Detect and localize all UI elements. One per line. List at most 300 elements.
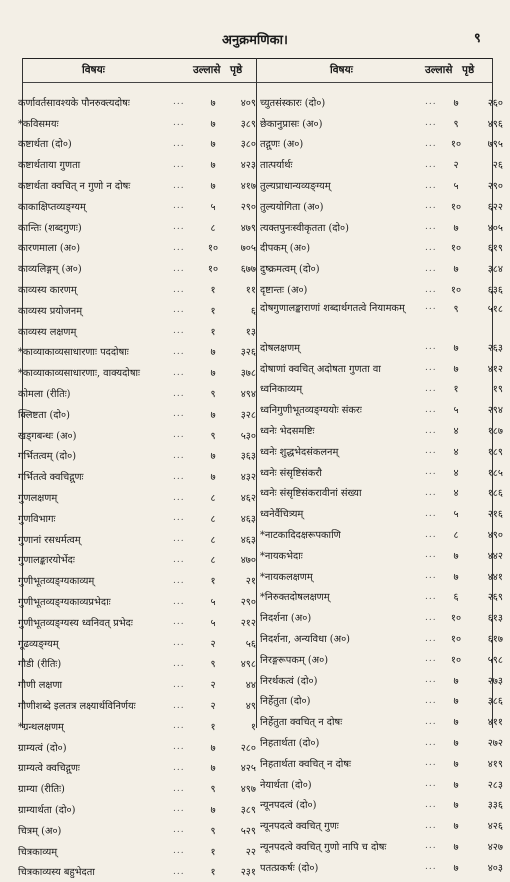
index-entry: [260, 483, 503, 504]
entry-ullasa: १०: [450, 201, 462, 213]
entry-page: २१६: [487, 509, 503, 521]
entry-leader: ...: [173, 138, 185, 149]
index-entry: [18, 425, 256, 446]
entry-page: १८७: [487, 426, 503, 438]
entry-page: ४२५: [240, 763, 256, 775]
index-entry: [260, 379, 503, 400]
entry-ullasa: ७: [453, 550, 459, 562]
entry-page: ६१३: [487, 613, 503, 625]
entry-leader: ...: [425, 159, 437, 170]
entry-ullasa: ७: [453, 97, 459, 109]
entry-subject: गुणालङ्कारयोर्भेदः: [18, 555, 75, 567]
entry-page: ४२३: [240, 160, 256, 172]
entry-subject: काकाक्षिप्तव्यङ्ग्यम्: [18, 201, 86, 213]
entry-page: ५३०: [240, 430, 256, 442]
index-entry: [260, 337, 503, 358]
entry-subject: कष्टार्थताया गुणता: [18, 160, 81, 172]
entry-page: ४९४: [240, 389, 256, 401]
entry-leader: ...: [425, 425, 437, 436]
entry-page: ४२७: [487, 841, 503, 853]
index-entry: [260, 566, 503, 587]
entry-ullasa: ९: [210, 659, 216, 671]
entry-subject: ग्राम्यार्थता (दो०): [18, 804, 76, 816]
entry-subject: निहतार्थता क्वचित् न दोषः: [260, 758, 351, 770]
entry-page: ४१९: [487, 758, 503, 770]
index-entry: [18, 570, 256, 591]
entry-leader: ...: [425, 654, 437, 665]
entry-subject: गुणीभूतव्यङ्ग्यकाव्यम्: [18, 576, 95, 588]
entry-ullasa: ५: [453, 405, 459, 417]
entry-subject: चित्रकाव्यम्: [18, 846, 58, 858]
index-entry: [260, 175, 503, 196]
entry-page: २६०: [487, 97, 503, 109]
entry-ullasa: ५: [453, 181, 459, 193]
entry-leader: ...: [173, 346, 185, 357]
entry-ullasa: ४: [453, 446, 459, 458]
index-entry: [260, 836, 503, 857]
top-rule: [22, 58, 492, 59]
entry-subject: गुणविभागः: [18, 513, 56, 525]
entry-page: ४२६: [487, 821, 503, 833]
entry-page: ४७९: [240, 222, 256, 234]
entry-ullasa: ७: [453, 779, 459, 791]
entry-page: २९०: [487, 181, 503, 193]
entry-leader: ...: [173, 367, 185, 378]
index-entry: [18, 612, 256, 633]
entry-page: ५६: [245, 638, 256, 650]
entry-page: १३: [245, 326, 256, 338]
index-entry: [18, 758, 256, 779]
entry-ullasa: ७: [453, 264, 459, 276]
entry-subject: ध्वनिकाव्यम्: [260, 384, 303, 396]
entry-page: ४६३: [240, 534, 256, 546]
entry-page: २९०: [240, 201, 256, 213]
entry-page: ४०३: [487, 862, 503, 874]
right-page-header: पृष्ठे: [462, 64, 475, 76]
entry-leader: ...: [173, 742, 185, 753]
entry-leader: ...: [425, 799, 437, 810]
index-entry: [18, 529, 256, 550]
entry-ullasa: १०: [450, 613, 462, 625]
entry-leader: ...: [425, 263, 437, 274]
entry-subject: गुणलक्षणम्: [18, 493, 58, 505]
entry-page: २६: [492, 160, 503, 172]
entry-leader: ...: [425, 737, 437, 748]
entry-ullasa: ७: [453, 821, 459, 833]
entry-page: ४९८: [240, 659, 256, 671]
entry-page: ४४१: [487, 571, 503, 583]
entry-subject: *नायकलक्षणम्: [260, 571, 313, 583]
index-entry: [18, 404, 256, 425]
entry-subject: गर्भितत्वम् (दो०): [18, 451, 77, 463]
entry-page: १८६: [487, 488, 503, 500]
entry-leader: ...: [173, 638, 185, 649]
index-entry: [260, 399, 503, 420]
entry-subject: गुणीभूतव्यङ्ग्यस्य ध्वनिवत् प्रभेदः: [18, 617, 133, 629]
index-entry: [18, 300, 256, 321]
index-entry: [260, 258, 503, 279]
entry-ullasa: १०: [450, 634, 462, 646]
entry-page: ४४: [245, 680, 256, 692]
entry-leader: ...: [173, 284, 185, 295]
entry-page: २७३: [487, 675, 503, 687]
entry-page: २३१: [240, 867, 256, 879]
index-entry: [260, 649, 503, 670]
entry-subject: ध्वनेर्वैचित्र्यम्: [260, 509, 304, 521]
entry-subject: नेयार्थता (दो०): [260, 779, 312, 791]
entry-page: ४९०: [487, 530, 503, 542]
index-entry: [18, 550, 256, 571]
entry-leader: ...: [425, 284, 437, 295]
entry-ullasa: ७: [453, 738, 459, 749]
entry-subject: निदर्शना (अ०): [260, 613, 312, 625]
entry-page: ६३६: [487, 285, 503, 297]
index-entry: [260, 711, 503, 732]
entry-ullasa: ७: [210, 409, 216, 421]
entry-ullasa: ७: [210, 160, 216, 172]
entry-ullasa: १०: [450, 243, 462, 255]
index-entry: [18, 362, 256, 383]
entry-subject: तुल्यप्राधान्यव्यङ्ग्यम्: [260, 181, 331, 193]
entry-ullasa: ७: [453, 862, 459, 874]
entry-leader: ...: [425, 841, 437, 852]
entry-leader: ...: [173, 804, 185, 815]
entry-ullasa: ४: [453, 488, 459, 500]
index-entry: [18, 238, 256, 259]
entry-page: २८३: [487, 779, 503, 791]
right-ullasa-header: उल्लासे: [425, 64, 453, 76]
entry-ullasa: ९: [210, 825, 216, 837]
index-entry: [260, 113, 503, 134]
entry-page: ४१२: [487, 363, 503, 375]
entry-ullasa: ७: [453, 222, 459, 234]
entry-subject: कोमला (रीतिः): [18, 389, 71, 401]
index-entry: [260, 753, 503, 774]
entry-leader: ...: [173, 679, 185, 690]
index-entry: [18, 154, 256, 175]
entry-leader: ...: [173, 513, 185, 524]
index-entry: [260, 238, 503, 259]
entry-page: ६१७: [487, 634, 503, 646]
entry-subject: निरङ्गरूपकम् (अ०): [260, 654, 329, 666]
entry-leader: ...: [425, 695, 437, 706]
entry-leader: ...: [173, 700, 185, 711]
index-entry: [18, 113, 256, 134]
entry-subject: निर्हेतुता (दो०): [260, 696, 311, 708]
entry-subject: तद्गुणः (अ०): [260, 139, 304, 151]
entry-ullasa: ७: [210, 97, 216, 109]
entry-page: २९०: [240, 597, 256, 609]
entry-leader: ...: [173, 409, 185, 420]
entry-page: ३२६: [240, 347, 256, 359]
entry-leader: ...: [425, 487, 437, 498]
header-rule: [22, 82, 492, 83]
entry-page: ४३२: [240, 472, 256, 484]
entry-page: ३८९: [240, 804, 256, 816]
entry-ullasa: ८: [210, 222, 216, 234]
entry-subject: कर्णावर्तसावश्यके पौनरुक्त्यदोषः: [18, 97, 130, 109]
index-entry: [260, 628, 503, 649]
entry-ullasa: ७: [210, 181, 216, 193]
entry-page: २२: [245, 846, 256, 858]
index-entry: [260, 462, 503, 483]
entry-ullasa: १०: [450, 654, 462, 666]
entry-subject: गुणीभूतव्यङ्ग्यकाव्यप्रभेदाः: [18, 597, 111, 609]
entry-ullasa: २: [453, 160, 459, 172]
entry-ullasa: २: [210, 680, 216, 692]
index-entry: [18, 820, 256, 841]
index-entry: [18, 737, 256, 758]
entry-page: ४६२: [240, 493, 256, 505]
entry-subject: गुणानां रसधर्मत्वम्: [18, 534, 81, 546]
entry-page: ५१८: [487, 303, 503, 315]
entry-page: २१: [245, 576, 256, 588]
index-entry: [18, 217, 256, 238]
entry-ullasa: ७: [210, 368, 216, 380]
entry-ullasa: ७: [453, 571, 459, 583]
entry-page: ४४२: [487, 550, 503, 562]
entry-ullasa: ७: [210, 804, 216, 816]
entry-subject: काव्यस्य कारणम्: [18, 285, 77, 297]
entry-ullasa: ५: [453, 509, 459, 521]
entry-page: ४९: [245, 701, 256, 712]
entry-subject: दीपकम् (अ०): [260, 243, 311, 255]
entry-page: २६९: [487, 592, 503, 604]
entry-page: ६२२: [487, 201, 503, 213]
entry-ullasa: ७: [453, 841, 459, 853]
index-entry: [260, 691, 503, 712]
entry-subject: काव्यस्य प्रयोजनम्: [18, 305, 83, 317]
entry-page: ४०९: [240, 97, 256, 109]
entry-leader: ...: [425, 383, 437, 394]
entry-subject: ग्राम्यत्वे क्वचिद्गुणः: [18, 763, 80, 775]
entry-ullasa: ९: [210, 389, 216, 401]
entry-leader: ...: [173, 450, 185, 461]
index-entry: [18, 321, 256, 342]
entry-leader: ...: [173, 326, 185, 337]
entry-subject: ग्राम्यत्वं (दो०): [18, 742, 67, 754]
index-entry: [18, 196, 256, 217]
index-entry: [18, 799, 256, 820]
index-entry: [18, 446, 256, 467]
entry-leader: ...: [173, 471, 185, 482]
entry-page: ३८०: [240, 139, 256, 151]
entry-subject: *ग्रन्थलक्षणम्: [18, 721, 64, 733]
entry-page: १९: [492, 384, 503, 396]
index-entry: [18, 508, 256, 529]
entry-ullasa: ९: [210, 784, 216, 796]
entry-ullasa: ८: [210, 555, 216, 567]
entry-subject: *काव्याकाव्यसाधारणाः, वाक्यदोषाः: [18, 368, 141, 380]
page-title: अनुक्रमणिका।: [222, 33, 288, 48]
entry-ullasa: ८: [453, 530, 459, 542]
index-entry: [18, 695, 256, 716]
entry-ullasa: १: [210, 576, 216, 588]
index-entry: [260, 732, 503, 753]
entry-leader: ...: [173, 783, 185, 794]
entry-page: ४९६: [487, 118, 503, 130]
index-entry: [260, 134, 503, 155]
entry-leader: ...: [173, 721, 185, 732]
entry-leader: ...: [173, 575, 185, 586]
entry-subject: काव्यलिङ्गम् (अ०): [18, 264, 82, 276]
index-entry: [260, 503, 503, 524]
entry-leader: ...: [425, 242, 437, 253]
entry-subject: पतत्प्रकर्षः (दो०): [260, 862, 319, 874]
entry-subject: गौणीशब्दे इलतत्र लक्ष्यार्थविनिर्णयः: [18, 701, 136, 712]
entry-page: २१२: [240, 617, 256, 629]
entry-page: ४९७: [240, 784, 256, 796]
left-subject-header: विषयः: [82, 64, 105, 76]
entry-page: १८९: [487, 446, 503, 458]
index-entry: [18, 716, 256, 737]
entry-subject: दोषलक्षणम्: [260, 342, 301, 354]
entry-leader: ...: [425, 118, 437, 129]
entry-page: ३८४: [487, 264, 503, 276]
entry-subject: गौणी लक्षणा: [18, 680, 63, 692]
entry-subject: दृष्टान्तः (अ०): [260, 285, 308, 297]
entry-ullasa: १०: [450, 285, 462, 297]
entry-ullasa: ५: [210, 617, 216, 629]
entry-ullasa: १०: [450, 139, 462, 151]
entry-leader: ...: [425, 779, 437, 790]
entry-subject: ध्वनेः संसृष्टिसंकरौ: [260, 467, 322, 479]
left-page-header: पृष्ठे: [230, 64, 243, 76]
entry-ullasa: ९: [453, 118, 459, 130]
entry-leader: ...: [425, 675, 437, 686]
entry-page: ४०५: [487, 222, 503, 234]
entry-ullasa: १०: [207, 243, 219, 255]
entry-leader: ...: [173, 201, 185, 212]
entry-leader: ...: [173, 430, 185, 441]
right-subject-header: विषयः: [330, 64, 353, 76]
entry-subject: कारणमाला (अ०): [18, 243, 81, 255]
entry-ullasa: ७: [453, 696, 459, 708]
entry-subject: कान्तिः (शब्दगुणः): [18, 222, 82, 234]
entry-ullasa: ७: [453, 363, 459, 375]
entry-leader: ...: [425, 301, 437, 312]
entry-subject: *निरुक्तदोषलक्षणम्: [260, 592, 330, 604]
entry-ullasa: ७: [210, 347, 216, 359]
entry-page: १: [250, 721, 256, 733]
entry-ullasa: १: [453, 384, 459, 396]
index-entry: [260, 795, 503, 816]
entry-ullasa: ८: [210, 513, 216, 525]
entry-subject: निदर्शना, अन्यविधा (अ०): [260, 634, 350, 646]
entry-ullasa: ४: [453, 426, 459, 438]
entry-page: ३८९: [240, 118, 256, 130]
index-entry: [18, 466, 256, 487]
entry-subject: कष्टार्थता (दो०): [18, 139, 72, 151]
entry-leader: ...: [173, 534, 185, 545]
index-entry: [260, 154, 503, 175]
entry-subject: *कविसमयः: [18, 118, 59, 130]
index-entry: [18, 487, 256, 508]
index-entry: [18, 654, 256, 675]
entry-leader: ...: [425, 222, 437, 233]
entry-leader: ...: [173, 554, 185, 565]
entry-subject: छेकानुप्रासः (अ०): [260, 118, 323, 130]
entry-leader: ...: [425, 138, 437, 149]
entry-ullasa: ५: [210, 201, 216, 213]
entry-leader: ...: [173, 658, 185, 669]
index-entry: [18, 342, 256, 363]
entry-ullasa: १: [210, 867, 216, 879]
index-entry: [260, 279, 503, 300]
entry-page: १८५: [487, 467, 503, 479]
entry-ullasa: ९: [453, 303, 459, 315]
index-entry: [260, 300, 503, 337]
entry-subject: न्यूनपदत्वं (दो०): [260, 800, 317, 812]
entry-page: ११: [245, 285, 256, 297]
entry-subject: *नायकभेदाः: [260, 550, 303, 562]
entry-leader: ...: [425, 612, 437, 623]
entry-subject: निरर्थकत्वं (दो०): [260, 675, 318, 687]
entry-subject: ग्राम्या (रीतिः): [18, 784, 65, 796]
index-entry: [260, 358, 503, 379]
entry-leader: ...: [173, 846, 185, 857]
entry-leader: ...: [425, 363, 437, 374]
entry-page: ७०५: [240, 243, 256, 255]
entry-ullasa: ८: [210, 534, 216, 546]
entry-subject: काव्यस्य लक्षणम्: [18, 326, 77, 338]
left-index-column: [18, 92, 256, 882]
entry-leader: ...: [425, 508, 437, 519]
page-number: ९: [474, 31, 481, 46]
index-entry: [18, 633, 256, 654]
entry-page: ४११: [487, 717, 503, 729]
index-entry: [260, 92, 503, 113]
entry-subject: ध्वनेः संसृष्टिसंकरावीनां संख्या: [260, 488, 362, 500]
entry-subject: निर्हेतुता क्वचित् न दोषः: [260, 717, 343, 729]
entry-subject: *काव्याकाव्यसाधारणाः पददोषाः: [18, 347, 129, 359]
entry-subject: न्यूनपदत्वे क्वचित् गुणः: [260, 821, 339, 833]
entry-ullasa: ४: [453, 467, 459, 479]
entry-ullasa: ७: [453, 675, 459, 687]
entry-leader: ...: [173, 97, 185, 108]
entry-leader: ...: [173, 242, 185, 253]
entry-subject: खड्गबन्धः (अ०): [18, 430, 77, 442]
entry-leader: ...: [173, 388, 185, 399]
entry-leader: ...: [173, 492, 185, 503]
entry-page: ३२८: [240, 409, 256, 421]
entry-leader: ...: [173, 263, 185, 274]
entry-page: ५२९: [240, 825, 256, 837]
center-divider: [256, 58, 257, 728]
entry-page: ३३६: [487, 800, 503, 812]
entry-page: ७९५: [487, 139, 503, 151]
entry-subject: त्यक्तपुनःस्वीकृतता (दो०): [260, 222, 349, 234]
entry-ullasa: ७: [210, 472, 216, 484]
entry-ullasa: ७: [453, 717, 459, 729]
index-entry: [260, 420, 503, 441]
entry-ullasa: १: [210, 846, 216, 858]
index-entry: [260, 196, 503, 217]
left-ullasa-header: उल्लासे: [193, 64, 221, 76]
entry-page: २९४: [487, 405, 503, 417]
entry-page: ६: [250, 305, 256, 317]
entry-page: ४१७: [240, 181, 256, 193]
entry-ullasa: १: [210, 326, 216, 338]
entry-ullasa: ७: [453, 800, 459, 812]
index-entry: [260, 441, 503, 462]
entry-subject: च्युतसंस्कारः (दो०): [260, 97, 326, 109]
entry-leader: ...: [425, 550, 437, 561]
entry-page: ३७८: [240, 368, 256, 380]
entry-subject: दुष्क्रमत्वम् (दो०): [260, 264, 320, 276]
index-entry: [260, 607, 503, 628]
entry-page: ३६३: [240, 451, 256, 463]
